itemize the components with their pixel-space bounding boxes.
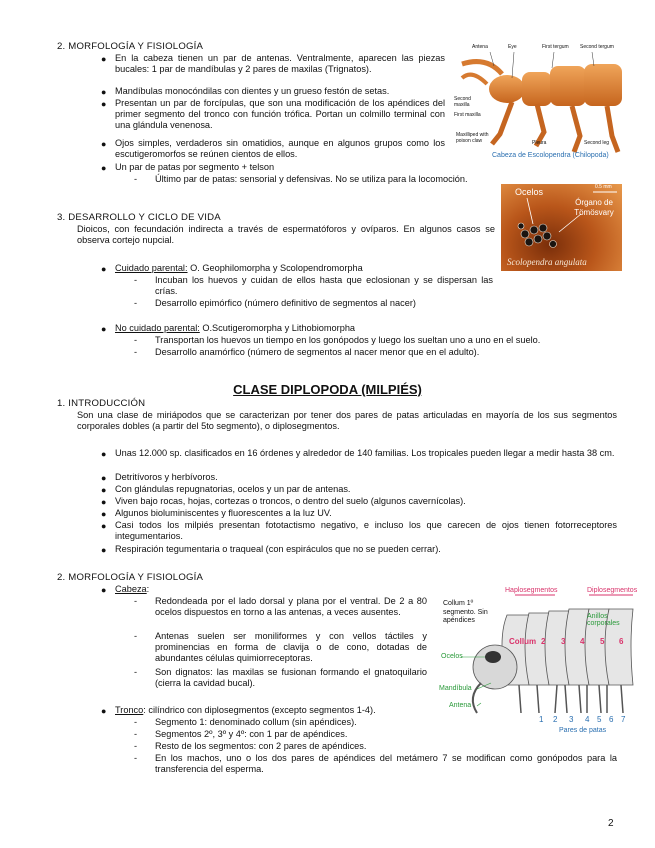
- figure-label: 3: [569, 715, 574, 724]
- section-heading-morfologia: 2. MORFOLOGÍA Y FISIOLOGÍA: [57, 41, 204, 52]
- sub-item-text: Antenas suelen ser moniliformes y con vellos táctiles y prominencias en forma de clavija o de cono, dotadas de abundantes células quimiorreceptoras.: [155, 631, 427, 663]
- dash-icon: -: [134, 729, 138, 739]
- bullet-text: Casi todos los milpiés presentan fototactismo negativo, e incluso los que carecen de ojos tienen fotorreceptores integumentarios.: [115, 520, 617, 541]
- bullet-text: Algunos bioluminiscentes y fluorescentes a la luz UV.: [115, 508, 332, 518]
- figure-label: Mandíbula: [439, 685, 472, 692]
- figure-label: 0.5 mm: [595, 184, 612, 190]
- figure-label: Second tergum: [580, 44, 614, 50]
- figure-label: 4: [580, 637, 585, 646]
- trunk-text: : cilíndrico con diplosegmentos (excepto segmentos 1-4).: [143, 705, 376, 715]
- figure-label: 6: [609, 715, 614, 724]
- bullet-icon: ●: [101, 509, 107, 519]
- bullet-icon: ●: [101, 87, 107, 97]
- care-text: O. Geophilomorpha y Scolopendromorpha: [187, 263, 363, 273]
- figure-label: 7: [621, 715, 626, 724]
- figure-label: Pares de patas: [559, 727, 607, 734]
- trunk-label: Tronco: [115, 705, 144, 715]
- figure-label: First tergum: [542, 44, 569, 50]
- bullet-text: Presentan un par de forcípulas, que son una modificación de los apéndices del primer segmento del tronco con función trófica. Portan un colmillo terminal con una glándula venenosa.: [115, 98, 445, 130]
- bullet-text: Con glándulas repugnatorias, ocelos y un par de antenas.: [115, 484, 351, 494]
- figure-label: 2: [553, 715, 558, 724]
- bullet-text: Viven bajo rocas, hojas, cortezas o troncos, o dentro del suelo (algunos cavernícolas).: [115, 496, 466, 506]
- figure-label: Antena: [449, 702, 472, 709]
- head-heading: Cabeza:: [115, 584, 150, 594]
- figure-label: Collum 1º segmento. Sin apéndices: [443, 600, 488, 624]
- sub-item-text: Redondeada por el lado dorsal y plana por el ventral. De 2 a 80 ocelos dispuestos en torno a las antenas, a veces ausentes.: [155, 596, 427, 617]
- intro-paragraph: Son una clase de miriápodos que se caracterizan por tener dos pares de patas articuladas en mayoría de los sus segmentos corporales dobles (a partir del 5to segmento), o diplosegmentos.: [77, 410, 617, 431]
- bullet-text: Detritívoros y herbívoros.: [115, 472, 218, 482]
- figure-label: 6: [619, 637, 624, 646]
- sub-item-text: Son dignatos: las maxilas se fusionan formando el gnatoquilario (cierra la cavidad bucal).: [155, 667, 427, 688]
- bullet-icon: ●: [101, 585, 107, 595]
- dash-icon: -: [134, 753, 138, 763]
- nocare-text: O.Scutigeromorpha y Lithobiomorpha: [199, 323, 356, 333]
- trunk-heading: [115, 705, 376, 716]
- figure-label: 2: [541, 637, 546, 646]
- figure-label: Órgano de Tömösvary: [574, 198, 614, 217]
- figure-label: First maxilla: [454, 112, 481, 118]
- bullet-icon: ●: [101, 545, 107, 555]
- nocare-heading: [115, 323, 355, 334]
- dash-icon: -: [134, 174, 138, 184]
- section-heading-morfologia-diplopoda: 2. MORFOLOGÍA Y FISIOLOGÍA: [57, 572, 204, 583]
- dash-icon: -: [134, 275, 138, 285]
- section-heading-introduccion: 1. INTRODUCCIÓN: [57, 398, 146, 409]
- sub-item-text: En los machos, uno o los dos pares de apéndices del metámero 7 se modifican como gonópodos para la transferencia del esperma.: [155, 753, 617, 774]
- dash-icon: -: [134, 717, 138, 727]
- bullet-icon: ●: [101, 54, 107, 64]
- dash-icon: -: [134, 631, 138, 641]
- figure-label: 1: [539, 715, 544, 724]
- dash-icon: -: [134, 298, 138, 308]
- bullet-icon: ●: [101, 706, 107, 716]
- bullet-icon: ●: [101, 264, 107, 274]
- head-label: Cabeza: [115, 584, 147, 594]
- nocare-label: No cuidado parental:: [115, 323, 200, 333]
- page-number: 2: [608, 818, 614, 829]
- sub-item-text: Segmentos 2º, 3º y 4º: con 1 par de apéndices.: [155, 729, 348, 739]
- figure-label: Pleura: [532, 140, 547, 146]
- dash-icon: -: [134, 347, 138, 357]
- dash-icon: -: [134, 335, 138, 345]
- dash-icon: -: [134, 667, 138, 677]
- figure-label: Eye: [508, 44, 517, 50]
- section-heading-desarrollo: 3. DESARROLLO Y CICLO DE VIDA: [57, 212, 221, 223]
- bullet-text: En la cabeza tienen un par de antenas. Ventralmente, aparecen las piezas bucales: 1 par de mandíbulas y 2 pares de maxilas (Trignatos).: [115, 53, 445, 74]
- sub-item-text: Desarrollo epimórfico (número definitivo de segmentos al nacer): [155, 298, 416, 308]
- bullet-text: Un par de patas por segmento + telson: [115, 162, 275, 172]
- figure-label: Ocelos: [441, 653, 463, 660]
- bullet-text: Unas 12.000 sp. clasificados en 16 órdenes y alrededor de 140 familias. Los tropicales pueden llegar a medir hasta 38 cm.: [115, 448, 615, 458]
- figure-label: 4: [585, 715, 590, 724]
- figure-label: 3: [561, 637, 566, 646]
- bullet-icon: ●: [101, 521, 107, 531]
- section-intro: Dioicos, con fecundación indirecta a través de espermatóforos y ovíparos. En algunos casos se observa cortejo nupcial.: [77, 224, 495, 245]
- figure-label: Collum: [509, 637, 537, 646]
- bullet-icon: ●: [101, 324, 107, 334]
- figure-ocelos-photo: [501, 184, 622, 271]
- bullet-icon: ●: [101, 497, 107, 507]
- bullet-icon: ●: [101, 485, 107, 495]
- sub-item-text: Último par de patas: sensorial y defensivas. No se utiliza para la locomoción.: [155, 174, 468, 184]
- figure-label: Anillos corporales: [587, 613, 620, 627]
- bullet-icon: ●: [101, 473, 107, 483]
- figure-label: Scolopendra angulata: [507, 257, 587, 267]
- bullet-icon: ●: [101, 163, 107, 173]
- care-label: Cuidado parental:: [115, 263, 188, 273]
- figure-label: Diplosegmentos: [587, 587, 638, 594]
- bullet-icon: ●: [101, 99, 107, 109]
- dash-icon: -: [134, 741, 138, 751]
- dash-icon: -: [134, 596, 138, 606]
- figure-label: 5: [597, 715, 602, 724]
- sub-item-text: Segmento 1: denominado collum (sin apéndices).: [155, 717, 357, 727]
- figure-centipede-head: [452, 44, 622, 162]
- figure-label: Antena: [472, 44, 488, 50]
- figure-label: Maxilliped with poison claw: [456, 132, 489, 144]
- figure-label: Ocelos: [515, 187, 544, 197]
- sub-item-text: Desarrollo anamórfico (número de segmentos al nacer menor que en el adulto).: [155, 347, 480, 357]
- sub-item-text: Resto de los segmentos: con 2 pares de apéndices.: [155, 741, 367, 751]
- figure-label: Second maxilla: [454, 96, 471, 108]
- class-title: CLASE DIPLOPODA (MILPIÉS): [233, 382, 422, 397]
- sub-item-text: Incuban los huevos y cuidan de ellos hasta que eclosionan y se dispersan las crías.: [155, 275, 493, 296]
- figure-label: 5: [600, 637, 605, 646]
- figure-label: Second leg: [584, 140, 610, 146]
- figure-label: Haplosegmentos: [505, 587, 558, 594]
- bullet-text: Respiración tegumentaria o traqueal (con espiráculos que no se pueden cerrar).: [115, 544, 441, 554]
- care-heading: [115, 263, 363, 274]
- bullet-icon: ●: [101, 449, 107, 459]
- figure-caption: Cabeza de Escolopendra (Chilopoda): [492, 152, 609, 159]
- sub-item-text: Transportan los huevos un tiempo en los gonópodos y luego los sueltan uno a uno en el suelo.: [155, 335, 541, 345]
- figure-diplopod-segments: [437, 585, 637, 745]
- bullet-text: Ojos simples, verdaderos sin omatidios, aunque en algunos grupos como los escutigeromorfos se reúnen cientos de ellos.: [115, 138, 445, 159]
- bullet-icon: ●: [101, 139, 107, 149]
- bullet-text: Mandíbulas monocóndilas con dientes y un grueso festón de setas.: [115, 86, 390, 96]
